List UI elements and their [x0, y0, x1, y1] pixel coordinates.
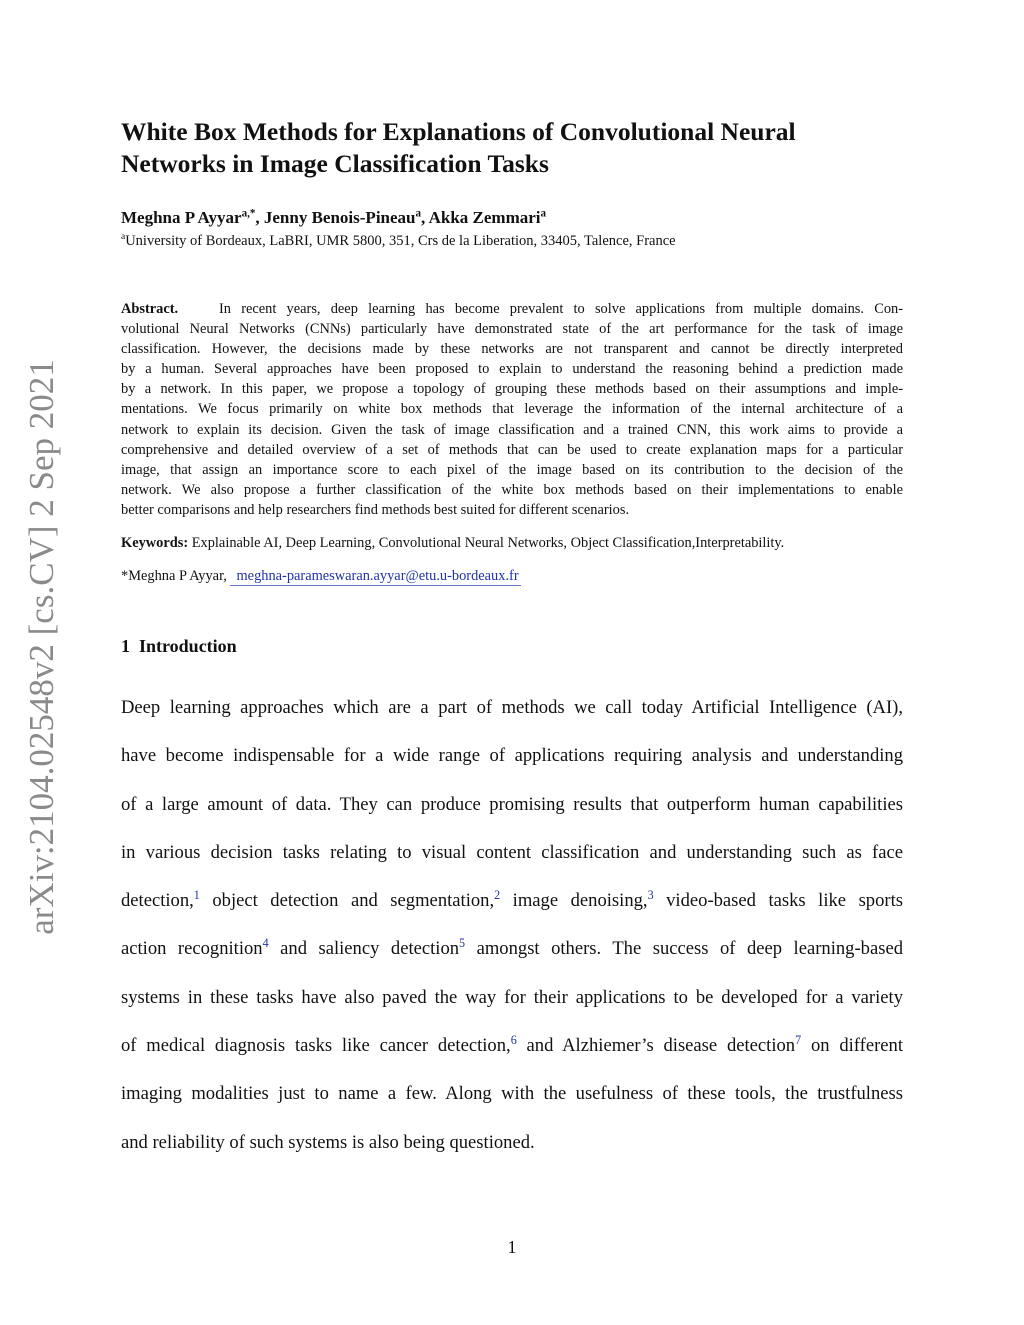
- citation-link[interactable]: 1: [193, 888, 200, 902]
- body-text: image denoising,: [500, 890, 648, 912]
- author-affil-mark: a: [540, 207, 547, 220]
- author: Meghna P Ayyar: [121, 208, 242, 227]
- section-number: 1: [121, 636, 130, 656]
- body-text: of medical diagnosis tasks like cancer detection,: [121, 1035, 511, 1057]
- abstract-line: network to explain its decision. Given the task of image classification and a trained CNN, this work aims to provide a: [121, 421, 903, 438]
- abstract-line: image, that assign an importance score to each pixel of the image based on its contribution to the decision of the: [121, 461, 903, 478]
- abstract: [121, 299, 903, 520]
- abstract-line: by a network. In this paper, we propose a topology of grouping these methods based on their assumptions and imple-: [121, 381, 903, 398]
- body-text: and Alzhiemer’s disease detection: [516, 1035, 796, 1057]
- body-line: of a large amount of data. They can produce promising results that outperform human capabilities: [121, 793, 903, 815]
- body-line: and reliability of such systems is also being questioned.: [121, 1131, 535, 1153]
- section-heading: [121, 636, 237, 657]
- citation-link[interactable]: 7: [795, 1032, 802, 1047]
- abstract-line: network. We also propose a further classification of the white box methods based on their implementations to enable: [121, 481, 903, 498]
- affiliation-text: University of Bordeaux, LaBRI, UMR 5800, 351, Crs de la Liberation, 33405, Talence, France: [125, 233, 676, 249]
- keywords-label: Keywords:: [121, 535, 189, 551]
- corresponding-author: *Meghna P Ayyar,: [121, 568, 231, 584]
- author: , Jenny Benois-Pineau: [255, 208, 416, 227]
- body-text: action recognition: [121, 938, 263, 960]
- keywords: [121, 535, 784, 552]
- body-text: amongst others. The success of deep learning-based: [465, 938, 903, 960]
- authors: [121, 208, 546, 228]
- citation-link[interactable]: 6: [510, 1032, 517, 1047]
- body-line: in various decision tasks relating to visual content classification and understanding such as face: [121, 841, 903, 863]
- arxiv-identifier: arXiv:2104.02548v2 [cs.CV] 2 Sep 2021: [22, 359, 61, 935]
- keywords-text: Explainable AI, Deep Learning, Convolutional Neural Networks, Object Classification,Interpretability.: [188, 535, 785, 551]
- email-link[interactable]: meghna-parameswaran.ayyar@etu.u-bordeaux.fr: [230, 568, 520, 586]
- introduction-paragraph: [121, 692, 903, 1175]
- abstract-line: mentations. We focus primarily on white box methods that leverage the information of the internal architecture of a: [121, 401, 903, 418]
- title-line: Networks in Image Classification Tasks: [121, 149, 549, 178]
- author-affil-mark: a,*: [241, 207, 256, 220]
- abstract-line: by a human. Several approaches have been proposed to explain to understand the reasoning behind a prediction made: [121, 361, 903, 378]
- body-line: systems in these tasks have also paved the way for their applications to be developed for a variety: [121, 986, 903, 1008]
- title-line: White Box Methods for Explanations of Convolutional Neural: [121, 117, 796, 146]
- section-title: Introduction: [139, 636, 237, 656]
- body-text: video-based tasks like sports: [653, 890, 903, 912]
- body-text: and saliency detection: [268, 938, 460, 960]
- citation-link[interactable]: 5: [459, 936, 466, 951]
- abstract-line: volutional Neural Networks (CNNs) particularly have demonstrated state of the art performance for the task of image: [121, 321, 903, 338]
- abstract-line: [121, 299, 903, 319]
- correspondence: [121, 568, 521, 585]
- affil-mark: a: [121, 232, 126, 243]
- body-line: have become indispensable for a wide range of applications requiring analysis and understanding: [121, 745, 903, 767]
- author: , Akka Zemmari: [421, 208, 541, 227]
- abstract-label: Abstract.: [121, 301, 179, 317]
- abstract-line: comprehensive and detailed overview of a set of methods that can be used to create explanation maps for a particular: [121, 441, 903, 458]
- body-line: imaging modalities just to name a few. Along with the usefulness of these tools, the trustfulness: [121, 1083, 903, 1105]
- body-text: object detection and segmentation,: [199, 890, 495, 912]
- body-text: detection,: [121, 890, 194, 912]
- abstract-text: In recent years, deep learning has become prevalent to solve applications from multiple domains. Con-: [219, 301, 903, 317]
- body-line: [121, 885, 903, 933]
- author-affil-mark: a: [415, 207, 422, 220]
- body-line: [121, 933, 903, 981]
- citation-link[interactable]: 3: [647, 888, 654, 902]
- body-line: [121, 1030, 903, 1078]
- page-number: 1: [507, 1237, 517, 1257]
- citation-link[interactable]: 2: [494, 888, 501, 902]
- body-text: on different: [801, 1035, 903, 1057]
- abstract-line: better comparisons and help researchers find methods best suited for different scenarios.: [121, 501, 630, 518]
- paper-title: [121, 116, 796, 180]
- citation-link[interactable]: 4: [262, 936, 269, 951]
- abstract-line: classification. However, the decisions made by these networks are not transparent and cannot be directly interpreted: [121, 341, 903, 358]
- body-line: Deep learning approaches which are a part of methods we call today Artificial Intelligence (AI),: [121, 697, 903, 718]
- affiliation: [121, 233, 676, 250]
